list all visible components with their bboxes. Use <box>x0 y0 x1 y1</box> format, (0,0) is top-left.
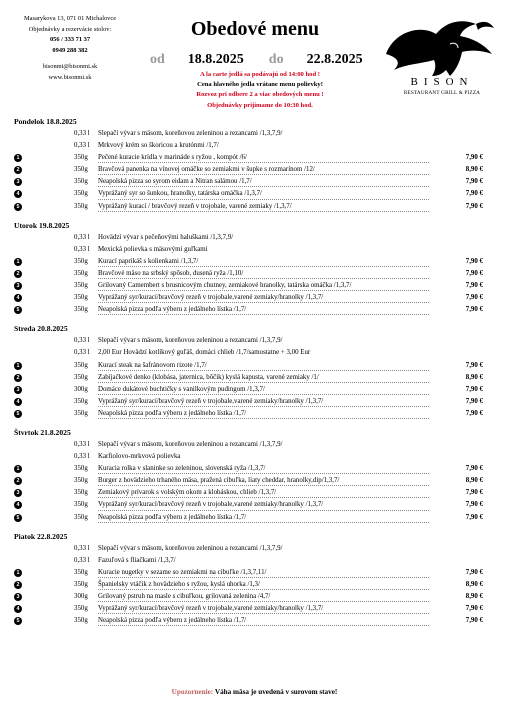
dotted-divider <box>98 510 429 511</box>
dish-weight: 350g <box>74 580 88 588</box>
main-dish-row <box>14 396 499 408</box>
main-dish-row <box>14 256 499 268</box>
dotted-divider <box>98 211 429 212</box>
main-dish-row <box>14 292 499 304</box>
day-section <box>14 531 499 628</box>
dish-name: Neapolská pizza podľa výberu z jedálneho lístka /1,7/ <box>98 306 247 314</box>
dish-weight: 350g <box>74 306 88 314</box>
soup-name: Hovädzí vývar s pečeňovými haluškami /1,3,7,9/ <box>98 233 234 241</box>
dish-name: Kurací steak na šafránovom rizote /1,7/ <box>98 361 207 369</box>
dotted-divider <box>98 266 429 267</box>
dotted-divider <box>98 522 429 523</box>
section-gap <box>14 420 499 427</box>
footer-warning <box>0 688 509 696</box>
contact-block <box>0 14 140 84</box>
note-delivery: Rozvoz pri odbere 2 a viac obedových menu ! <box>196 91 324 99</box>
dotted-divider <box>98 302 429 303</box>
dish-price: 7,90 € <box>465 617 483 625</box>
dotted-divider <box>98 199 429 200</box>
day-section <box>14 427 499 524</box>
dish-weight: 350g <box>74 190 88 198</box>
dish-number-badge: 2 <box>14 581 22 589</box>
main-dish-row <box>14 360 499 372</box>
main-dish-row <box>14 372 499 384</box>
dish-number-badge: 2 <box>14 270 22 278</box>
dish-number-badge: 2 <box>14 166 22 174</box>
day-section <box>14 220 499 317</box>
dish-price: 7,90 € <box>465 190 483 198</box>
dish-weight: 350g <box>74 294 88 302</box>
dish-number-badge: 2 <box>14 477 22 485</box>
soup-name: Karfiolovo-mrkvová polievka <box>98 453 181 461</box>
dish-weight: 350g <box>74 409 88 417</box>
dish-number-badge: 3 <box>14 178 22 186</box>
dotted-divider <box>98 625 429 626</box>
main-dish-row <box>14 615 499 627</box>
soup-row <box>14 244 499 256</box>
dish-name: Bravčové mäso na srbský spôsob, dusená ryža /1,10/ <box>98 269 244 277</box>
note-price: Cena hlavného jedla vrátane menu polievky! <box>197 81 323 89</box>
day-title: Pondelok 18.8.2025 <box>14 117 77 126</box>
dish-number-badge: 1 <box>14 465 22 473</box>
main-dish-row <box>14 384 499 396</box>
logo-subtitle: RESTAURANT GRILL & PIZZA <box>403 90 481 96</box>
soup-row <box>14 347 499 359</box>
soup-qty: 0,33 l <box>74 440 90 448</box>
dish-weight: 350g <box>74 361 88 369</box>
dish-name: Zemiakový prívarok s volským okom a klobáskou, chlieb /1,3,7/ <box>98 489 277 497</box>
dish-number-badge: 4 <box>14 605 22 613</box>
dotted-divider <box>98 613 429 614</box>
main-dish-row <box>14 152 499 164</box>
dish-name: Vyprážaný syr so šunkou, hranolky, tatárska omáčka /1,3,7/ <box>98 190 262 198</box>
soup-qty: 0,33 l <box>74 130 90 137</box>
dotted-divider <box>98 406 429 407</box>
dish-name: Kurací paprikáš s kolienkami /1,3,7/ <box>98 257 199 265</box>
footer-label: Upozornenie: <box>171 688 214 696</box>
soup-name: Slepačí vývar s mäsom, koreňovou zeleninou a rezancami /1,3,7,9/ <box>98 440 283 448</box>
section-gap <box>14 213 499 220</box>
dish-price: 7,90 € <box>465 154 483 162</box>
soup-row <box>14 140 499 152</box>
dish-name: Kuracie nugetky v sezame so zemiakmi na cibuľke /1,3,7,11/ <box>98 568 267 576</box>
soup-row <box>14 543 499 555</box>
dish-weight: 300g <box>74 593 88 600</box>
main-dish-row <box>14 268 499 280</box>
soup-name: Slepačí vývar s mäsom, koreňovou zeleninou a rezancami /1,3,7,9/ <box>98 544 283 552</box>
soup-row <box>14 128 499 140</box>
logo-wordmark: BISON <box>410 76 474 88</box>
dotted-divider <box>98 601 429 602</box>
soup-qty: 0,33 l <box>74 349 90 357</box>
page-title: Obedové menu <box>190 18 320 40</box>
soup-qty: 0,33 l <box>74 544 90 552</box>
dish-name: Grilovaný Camembert s brusnicovým chutney, zemiakové hranolky, tatárska omáčka /1,3,7/ <box>98 282 352 290</box>
dotted-divider <box>98 162 429 163</box>
dish-number-badge: 3 <box>14 386 22 394</box>
dish-weight: 350g <box>74 568 88 576</box>
soup-name: Mrkvový krém so škoricou a krutónmi /1,7/ <box>98 142 219 150</box>
main-dish-row <box>14 201 499 213</box>
dish-weight: 350g <box>74 166 88 174</box>
main-dish-row <box>14 188 499 200</box>
dish-weight: 350g <box>74 373 88 381</box>
dish-price: 7,90 € <box>465 178 483 186</box>
dish-name: Vyprážaný syr/kurací/bravčový rezeň v trojobale,varené zemiaky/hranolky /1,3,7/ <box>98 605 324 613</box>
main-dish-row <box>14 499 499 511</box>
footer-text: Váha mäsa je uvedená v surovom stave! <box>214 688 338 696</box>
dish-weight: 350g <box>74 178 88 186</box>
dish-weight: 350g <box>74 501 88 509</box>
soup-name: Fazuľová s fliačkami /1,3,7/ <box>98 556 176 564</box>
dish-number-badge: 1 <box>14 362 22 370</box>
main-dish-row <box>14 475 499 487</box>
notes-block <box>140 70 380 111</box>
dish-name: Španielsky vtáčik z hovädzieho s ryžou, kyslá uhorka /1,3/ <box>98 580 260 588</box>
dish-name: Vyprážaný syr/kurací/bravčový rezeň v trojobale,varené zemiaky/hranolky /1,3,7/ <box>98 397 324 405</box>
dish-weight: 300g <box>74 385 88 393</box>
dish-weight: 350g <box>74 477 88 485</box>
dish-price: 7,90 € <box>465 513 483 521</box>
soup-qty: 0,33 l <box>74 245 90 253</box>
soup-row <box>14 555 499 567</box>
dotted-divider <box>98 485 429 486</box>
date-to-label: do <box>268 52 284 67</box>
dish-weight: 350g <box>74 257 88 265</box>
dish-weight: 350g <box>74 282 88 290</box>
dotted-divider <box>98 473 429 474</box>
dish-price: 7,90 € <box>465 306 483 314</box>
soup-qty: 0,33 l <box>74 337 90 345</box>
dish-price: 7,90 € <box>465 489 483 497</box>
dish-number-badge: 4 <box>14 294 22 302</box>
day-section <box>14 116 499 213</box>
main-dish-row <box>14 487 499 499</box>
dish-weight: 350g <box>74 465 88 473</box>
date-from: 18.8.2025 <box>187 52 244 67</box>
dotted-divider <box>98 278 429 279</box>
main-dish-row <box>14 567 499 579</box>
date-range <box>150 52 380 68</box>
main-dish-row <box>14 408 499 420</box>
section-gap <box>14 316 499 323</box>
dish-number-badge: 4 <box>14 501 22 509</box>
dish-number-badge: 4 <box>14 190 22 198</box>
phone-1[interactable]: 056 / 333 71 37 <box>49 36 91 44</box>
dish-number-badge: 3 <box>14 282 22 290</box>
dish-number-badge: 1 <box>14 569 22 577</box>
dish-name: Neapolská pizza so syrom eidam a Nitran salámou /1,7/ <box>98 178 252 186</box>
main-dish-row <box>14 591 499 603</box>
dish-number-badge: 5 <box>14 203 22 211</box>
dotted-divider <box>98 577 429 578</box>
dish-name: Neapolská pizza podľa výberu z jedálneho lístka /1,7/ <box>98 513 247 521</box>
dish-price: 8,90 € <box>465 593 483 600</box>
dish-weight: 350g <box>74 489 88 497</box>
dotted-divider <box>98 174 429 175</box>
dish-price: 7,90 € <box>465 361 483 369</box>
dish-number-badge: 5 <box>14 306 22 314</box>
dish-price: 7,90 € <box>465 501 483 509</box>
note-orders: Objednávky prijímame do 10:30 hod. <box>207 101 313 109</box>
dish-price: 7,90 € <box>465 257 483 265</box>
dotted-divider <box>98 290 429 291</box>
dish-price: 7,90 € <box>465 269 483 277</box>
dish-price: 7,90 € <box>465 409 483 417</box>
dish-price: 8,90 € <box>465 166 483 174</box>
dish-name: Kuracia rolka v slaninke so zeleninou, slovenská ryža /1,3,7/ <box>98 465 266 473</box>
dish-name: Pečené kuracie krídla v marináde s ryžou , kompót /6/ <box>98 154 247 162</box>
dish-name: Bravčová panenka na vínovej omáčke so zemiakmi v šupke s rozmarínom /12/ <box>98 166 315 174</box>
dish-price: 8,90 € <box>465 580 483 588</box>
dotted-divider <box>98 370 429 371</box>
dish-weight: 350g <box>74 605 88 613</box>
main-dish-row <box>14 579 499 591</box>
dish-name: Zabíjačkové denko (klobása, jaternica, bôčik) kyslá kapusta, varené zemiaky /1/ <box>98 373 319 381</box>
dish-weight: 350g <box>74 202 88 210</box>
main-dish-row <box>14 603 499 615</box>
main-dish-row <box>14 280 499 292</box>
main-dish-row <box>14 304 499 316</box>
dish-price: 8,90 € <box>465 373 483 381</box>
soup-name: 2,00 Eur Hovädzí kotlíkový guľáš, domáci chlieb /1,7/samostatne + 3,00 Eur <box>98 349 311 357</box>
dotted-divider <box>98 497 429 498</box>
dish-name: Vyprážaný syr/kurací/bravčový rezeň v trojobale,varené zemiaky/hranolky /1,3,7/ <box>98 501 324 509</box>
dotted-divider <box>98 394 429 395</box>
dish-name: Burger z hovädzieho trhaného mäsa, pražená cibuľka, liaty cheddar, hranolky,dip/1,3,7/ <box>98 477 340 485</box>
main-dish-row <box>14 512 499 524</box>
soup-name: Mexická polievka s mäsovými guľkami <box>98 245 208 253</box>
dish-number-badge: 3 <box>14 489 22 497</box>
day-title: Piatok 22.8.2025 <box>14 531 68 541</box>
dish-number-badge: 3 <box>14 593 22 601</box>
day-title: Streda 20.8.2025 <box>14 324 68 334</box>
note-alacarte: A la carte jedlá sa podávajú od 14:00 hod ! <box>200 71 320 78</box>
dotted-divider <box>98 186 429 187</box>
dish-weight: 350g <box>74 397 88 405</box>
soup-qty: 0,33 l <box>74 453 90 461</box>
dish-price: 7,90 € <box>465 202 483 210</box>
dish-weight: 350g <box>74 269 88 277</box>
soup-row <box>14 232 499 244</box>
dish-number-badge: 5 <box>14 514 22 522</box>
main-dish-row <box>14 176 499 188</box>
soup-qty: 0,33 l <box>74 233 90 241</box>
dish-name: Neapolská pizza podľa výberu z jedálneho lístka /1,7/ <box>98 409 247 417</box>
dotted-divider <box>98 589 429 590</box>
dish-number-badge: 1 <box>14 258 22 266</box>
email-link[interactable]: bisonmi@bisonmi.sk <box>42 63 98 71</box>
dish-price: 7,90 € <box>465 605 483 613</box>
soup-row <box>14 335 499 347</box>
web-link[interactable]: www.bisonmi.sk <box>48 73 92 81</box>
phone-2[interactable]: 0949 288 382 <box>52 46 88 54</box>
main-dish-row <box>14 164 499 176</box>
dotted-divider <box>98 418 429 419</box>
dotted-divider <box>98 382 429 383</box>
date-from-label: od <box>150 52 165 67</box>
dish-number-badge: 5 <box>14 410 22 418</box>
date-to: 22.8.2025 <box>306 52 363 67</box>
soup-row <box>14 439 499 451</box>
dish-number-badge: 1 <box>14 154 22 162</box>
dish-name: Domáce dukátové buchtičky s vanilkovým pudingom /1,3,7/ <box>98 385 265 393</box>
soup-name: Slepačí vývar s mäsom, koreňovou zeleninou a rezancami /1,3,7,9/ <box>98 337 283 345</box>
soup-qty: 0,33 l <box>74 142 90 150</box>
soup-name: Slepačí vývar s mäsom, koreňovou zeleninou a rezancami /1,3,7,9/ <box>98 130 283 137</box>
address: Masarykova 13, 071 01 Michalovce <box>23 15 117 22</box>
dish-number-badge: 4 <box>14 398 22 406</box>
soup-row <box>14 451 499 463</box>
dish-number-badge: 2 <box>14 374 22 382</box>
dish-weight: 350g <box>74 513 88 521</box>
dish-price: 7,90 € <box>465 282 483 290</box>
dish-price: 7,90 € <box>465 294 483 302</box>
dish-weight: 350g <box>74 154 88 162</box>
dish-name: Vyprážaný syr/kurací/bravčový rezeň v trojobale,varené zemiaky/hranolky /1,3,7/ <box>98 294 324 302</box>
dish-name: Grilovaný pstruh na masle s cibuľkou, grilovaná zelenina /4,7/ <box>98 593 271 600</box>
dish-price: 7,90 € <box>465 465 483 473</box>
menu-list <box>14 116 499 627</box>
soup-qty: 0,33 l <box>74 556 90 564</box>
day-title: Utorok 19.8.2025 <box>14 220 70 230</box>
day-title: Štvrtok 21.8.2025 <box>14 427 71 437</box>
orders-label: Objednávky a rezervácie stolov: <box>28 25 112 33</box>
dotted-divider <box>98 314 429 315</box>
day-section <box>14 323 499 420</box>
dish-name: Vyprážaný kurací / bravčový rezeň v trojobale, varené zemiaky /1,3,7/ <box>98 202 292 210</box>
dish-price: 7,90 € <box>465 568 483 576</box>
main-dish-row <box>14 463 499 475</box>
dish-price: 7,90 € <box>465 397 483 405</box>
dish-weight: 350g <box>74 617 88 625</box>
dish-number-badge: 5 <box>14 617 22 625</box>
dish-name: Neapolská pizza podľa výberu z jedálneho lístka /1,7/ <box>98 617 247 625</box>
section-gap <box>14 524 499 531</box>
dish-price: 7,90 € <box>465 385 483 393</box>
dish-price: 8,90 € <box>465 477 483 485</box>
